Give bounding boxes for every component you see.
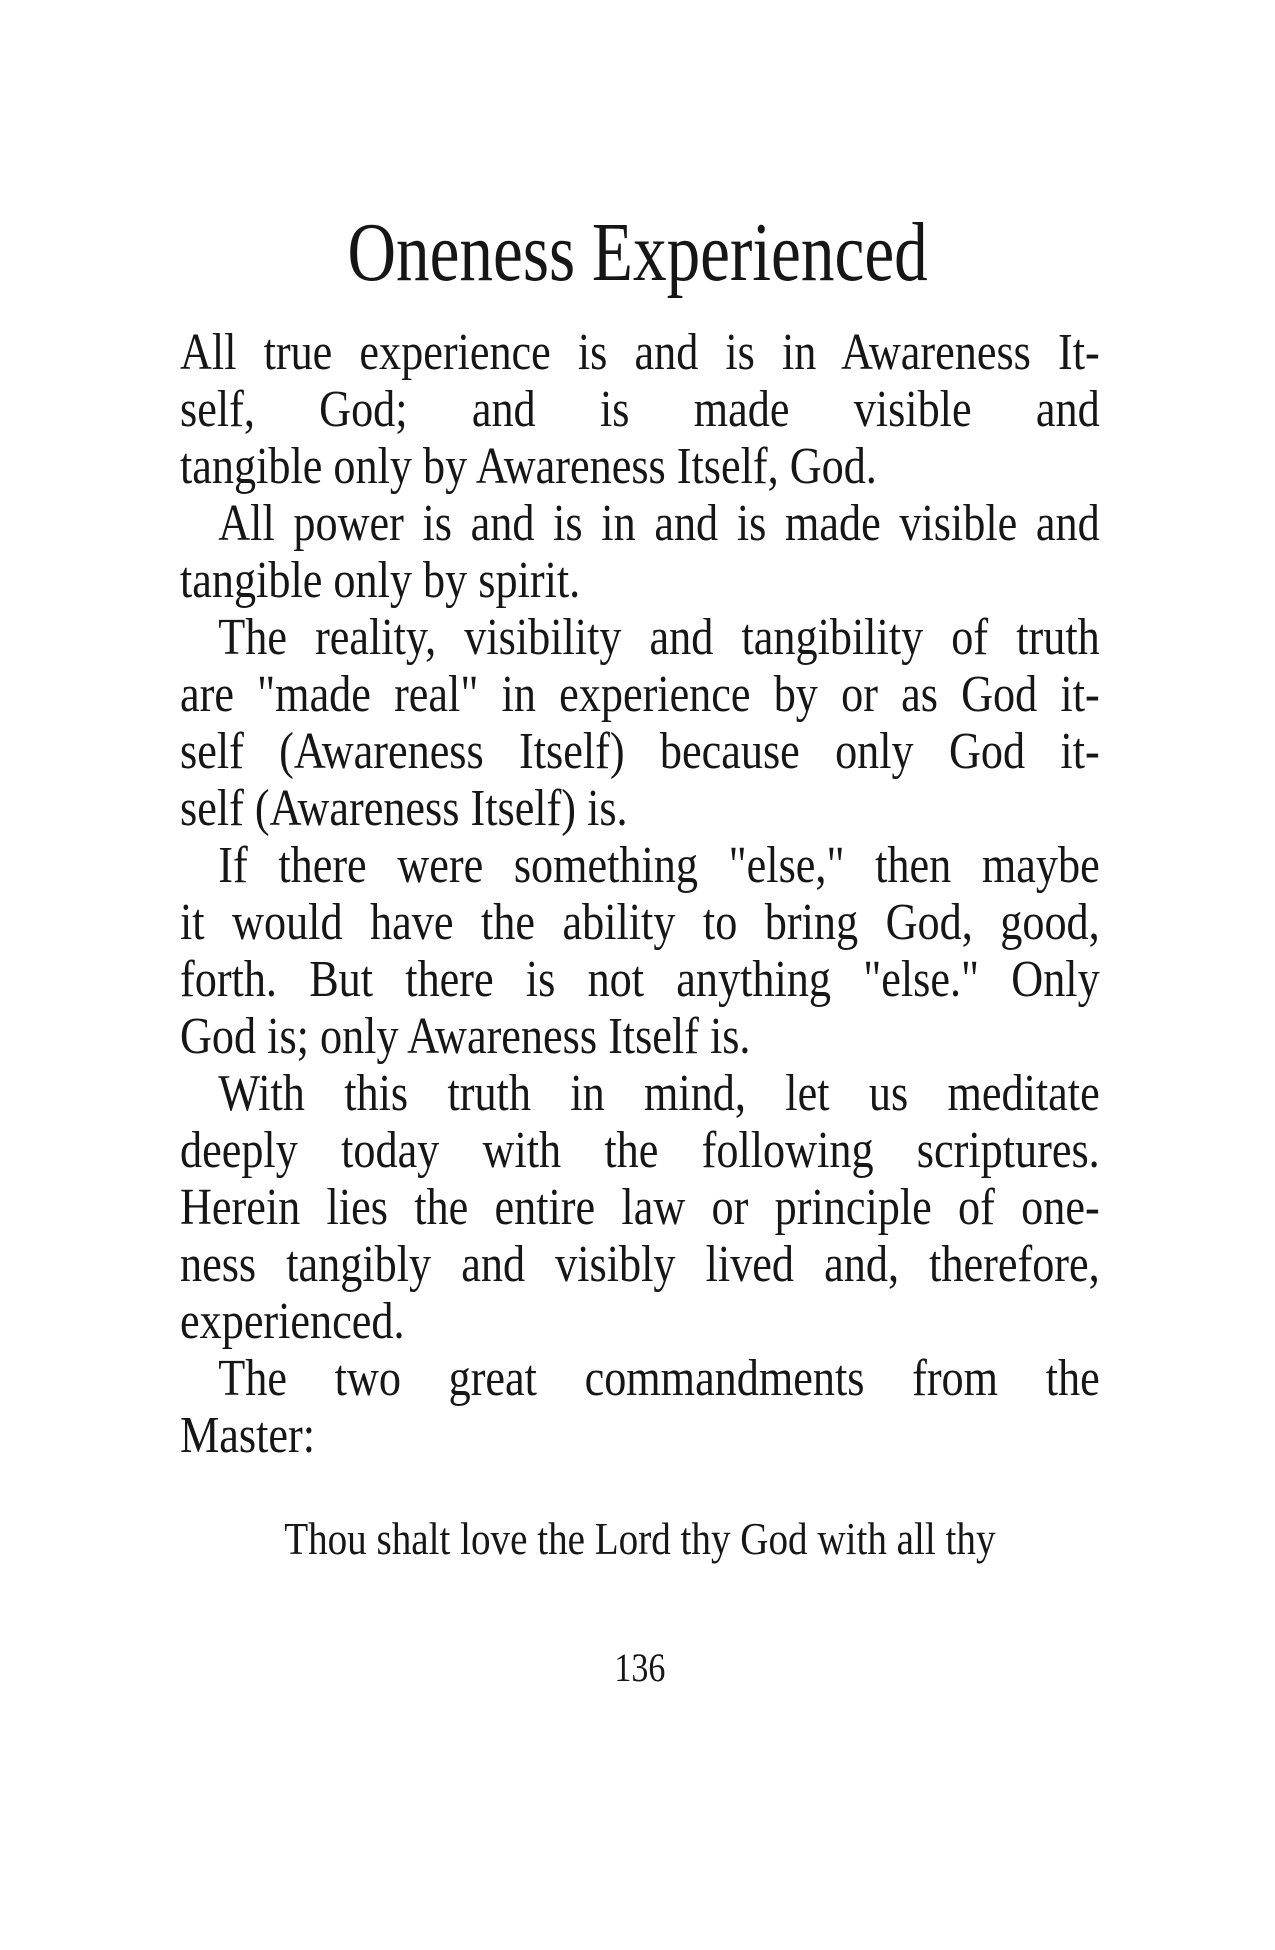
- text-line: With this truth in mind, let us meditate: [218, 1065, 1100, 1122]
- text-line: tangible only by Awareness Itself, God.: [180, 438, 877, 495]
- text-line: deeply today with the following scriptures.: [180, 1122, 1100, 1179]
- text-line: experienced.: [180, 1293, 405, 1350]
- text-line: it would have the ability to bring God, good,: [180, 894, 1100, 951]
- chapter-title: Oneness Experienced: [347, 206, 928, 299]
- text-line: If there were something "else," then maybe: [218, 837, 1100, 894]
- text-line: Master:: [180, 1407, 316, 1464]
- text-line: The reality, visibility and tangibility of truth: [218, 609, 1100, 666]
- text-line: forth. But there is not anything "else." Only: [180, 951, 1100, 1008]
- body-text: [180, 324, 1100, 1464]
- text-line: are "made real" in experience by or as God it-: [180, 666, 1100, 723]
- text-line: self (Awareness Itself) is.: [180, 780, 628, 837]
- text-line: The two great commandments from the: [218, 1350, 1100, 1407]
- text-line: tangible only by spirit.: [180, 552, 581, 609]
- text-line: ness tangibly and visibly lived and, therefore,: [180, 1236, 1100, 1293]
- text-line: All power is and is in and is made visible and: [218, 495, 1100, 552]
- text-line: self, God; and is made visible and: [180, 381, 1100, 438]
- text-line: God is; only Awareness Itself is.: [180, 1008, 751, 1065]
- text-line: All true experience is and is in Awareness It-: [180, 324, 1100, 381]
- text-line: Herein lies the entire law or principle of one-: [180, 1179, 1100, 1236]
- page-number: 136: [614, 1645, 666, 1690]
- text-line: self (Awareness Itself) because only God it-: [180, 723, 1100, 780]
- scripture-quote: Thou shalt love the Lord thy God with all thy: [284, 1513, 996, 1564]
